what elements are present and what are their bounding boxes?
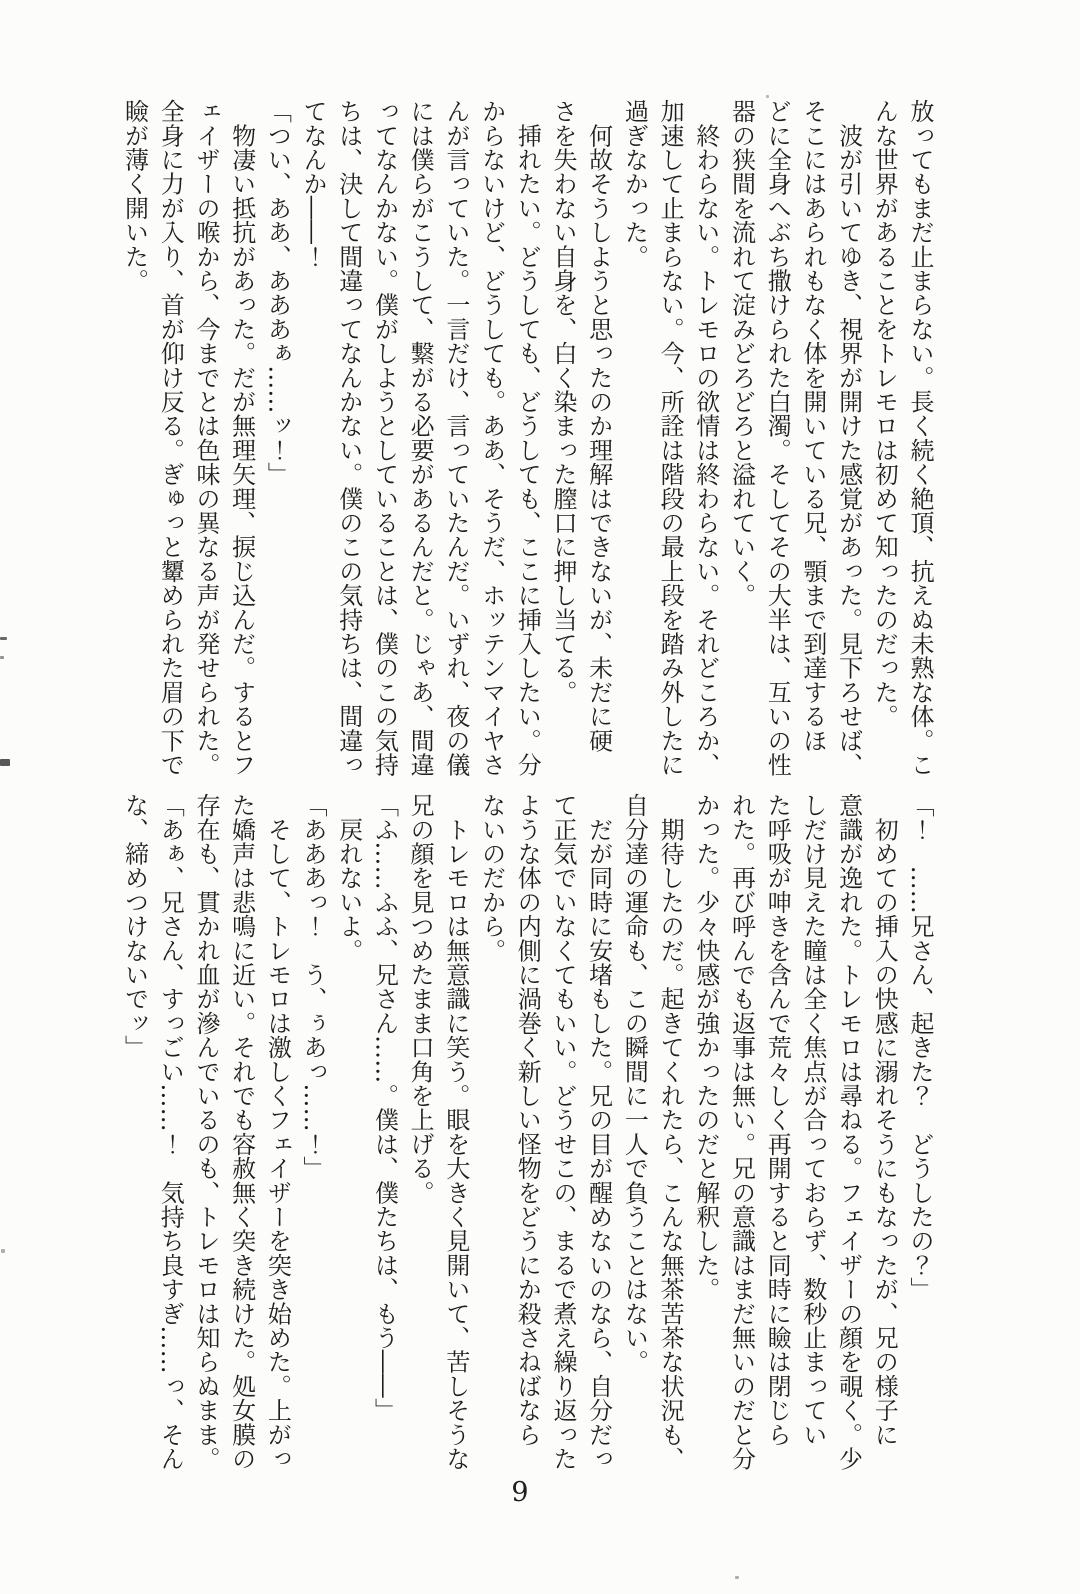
text-column: 瞼が薄く開いた。 <box>120 99 149 293</box>
text-column: 初めての挿入の快感に溺れそうにもなったが、兄の様子に <box>870 793 899 1447</box>
text-column: 「ふ……ふふ、兄さん……。僕は、僕たちは、もう――」 <box>370 793 399 1423</box>
text-column: た嬌声は悲鳴に近い。それでも容赦無く突き続けた。処女膜の <box>227 793 256 1471</box>
top-text-block <box>111 99 937 777</box>
text-column: だが同時に安堵もした。兄の目が醒めないのなら、自分だっ <box>584 793 613 1471</box>
text-column: ってなんかない。僕がしようとしていることは、僕のこの気持 <box>370 99 399 777</box>
text-column: 挿れたい。どうしても、どうしても、ここに挿入したい。分 <box>513 99 542 777</box>
text-column: 戻れないよ。 <box>334 793 363 963</box>
text-column: ような体の内側に渦巻く新しい怪物をどうにか殺さねばなら <box>513 793 542 1447</box>
text-column: れた。再び呼んでも返事は無い。兄の意識はまだ無いのだと分 <box>727 793 756 1471</box>
bottom-text-block <box>111 793 937 1471</box>
text-column: 兄の顔を見つめたまま口角を上げる。 <box>406 793 435 1205</box>
text-column: かった。少々快感が強かったのだと解釈した。 <box>691 793 720 1302</box>
text-column: て正気でいなくてもいい。どうせこの、まるで煮え繰り返った <box>548 793 577 1471</box>
scan-speck <box>735 1576 739 1579</box>
scan-speck <box>0 759 10 766</box>
text-column: 存在も、貫かれ血が滲んでいるのも、トレモロは知らぬまま。 <box>191 793 220 1471</box>
text-column: んな世界があることをトレモロは初めて知ったのだった。 <box>870 99 899 729</box>
text-column: トレモロは無意識に笑う。眼を大きく見開いて、苦しそうな <box>441 793 470 1471</box>
text-column: 「あああっ！ う、ぅあっ……！」 <box>299 793 328 1181</box>
text-column: な、締めつけないでッ」 <box>120 793 149 1060</box>
scan-speck <box>0 637 7 640</box>
text-column: んが言っていた。一言だけ、言っていたんだ。いずれ、夜の儀 <box>441 99 470 777</box>
text-column: 意識が逸れた。トレモロは尋ねる。フェイザーの顔を覗く。少 <box>834 793 863 1471</box>
text-column: 物凄い抵抗があった。だが無理矢理、捩じ込んだ。するとフ <box>227 99 256 777</box>
text-column: 波が引いてゆき、視界が開けた感覚があった。見下ろせば、 <box>834 99 863 777</box>
text-column: 過ぎなかった。 <box>620 99 649 269</box>
text-column: 全身に力が入り、首が仰け反る。ぎゅっと顰められた眉の下で <box>156 99 185 777</box>
text-column: そして、トレモロは激しくフェイザーを突き始めた。上がっ <box>263 793 292 1471</box>
text-column: 終わらない。トレモロの欲情は終わらない。それどころか、 <box>691 99 720 777</box>
text-column: ェイザーの喉から、今までとは色味の異なる声が発せられた。 <box>191 99 220 777</box>
text-column: 自分達の運命も、この瞬間に一人で負うことはない。 <box>620 793 649 1374</box>
scan-speck <box>1 1249 5 1253</box>
text-column: さを失わない自身を、白く染まった膣口に押し当てる。 <box>548 99 577 704</box>
text-column: 加速して止まらない。今、所詮は階段の最上段を踏み外したに <box>656 99 685 777</box>
text-column: 期待したのだ。起きてくれたら、こんな無茶苦茶な状況も、 <box>656 793 685 1471</box>
text-column: 器の狭間を流れて淀みどろどろと溢れていく。 <box>727 99 756 608</box>
text-column: からないけど、どうしても。ああ、そうだ、ホッテンマイヤさ <box>477 99 506 777</box>
text-column: 「あぁ、兄さん、すっごい……！ 気持ち良すぎ……っ、そん <box>156 793 185 1471</box>
page-number: 9 <box>511 1477 529 1508</box>
scan-speck <box>766 95 769 98</box>
text-column: ないのだから。 <box>477 793 506 963</box>
text-column: ちは、決して間違ってなんかない。僕のこの気持ちは、間違っ <box>334 99 363 777</box>
text-column: てなんか――！ <box>299 99 328 269</box>
text-column: どに全身へぶち撒けられた白濁。そしてその大半は、互いの性 <box>763 99 792 777</box>
text-column: しだけ見えた瞳は全く焦点が合っておらず、数秒止まってい <box>798 793 827 1447</box>
scan-speck <box>0 656 4 659</box>
text-column: そこにはあられもなく体を開いている兄、顎まで到達するほ <box>798 99 827 753</box>
text-column: には僕らがこうして、繋がる必要があるんだと。じゃあ、間違 <box>406 99 435 777</box>
text-column: 「！ ……兄さん、起きた？ どうしたの？」 <box>906 793 934 1302</box>
text-column: た呼吸が呻きを含んで荒々しく再開すると同時に瞼は閉じら <box>763 793 792 1447</box>
text-column: 「つい、ああ、あああぁ……ッ！」 <box>263 99 292 487</box>
text-column: 何故そうしようと思ったのか理解はできないが、未だに硬 <box>584 99 613 753</box>
text-column: 放ってもまだ止まらない。長く続く絶頂、抗えぬ未熟な体。こ <box>906 99 934 777</box>
